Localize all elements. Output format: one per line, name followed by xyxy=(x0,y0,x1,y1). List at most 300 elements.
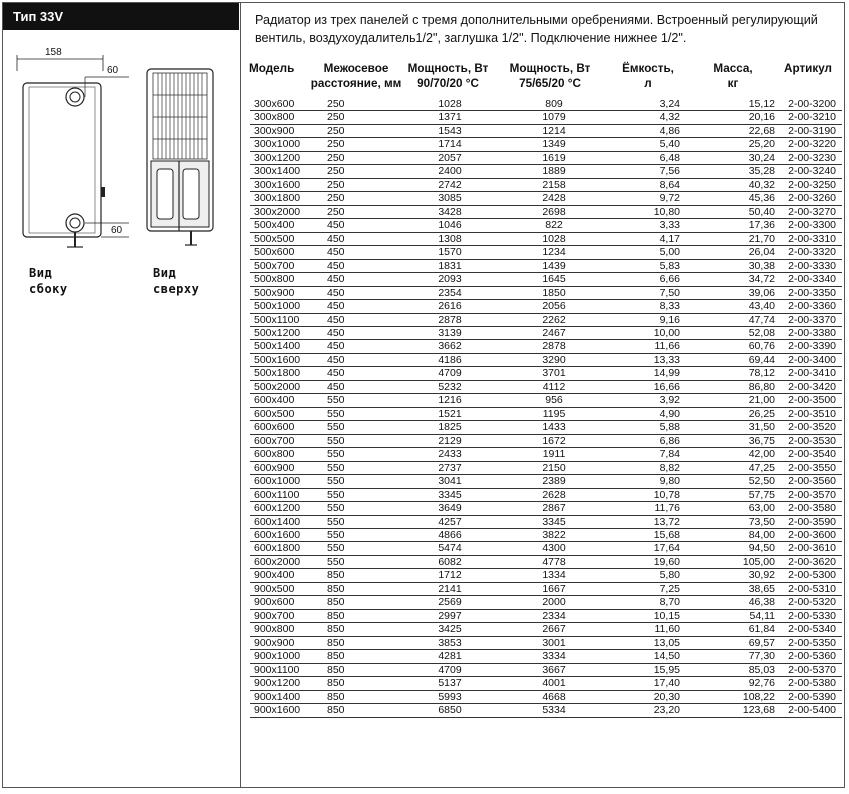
table-row xyxy=(250,421,842,434)
cell-spacing: 550 xyxy=(327,555,345,568)
cell-power-90: 4186 xyxy=(438,353,462,366)
cell-spacing: 850 xyxy=(327,596,345,609)
cell-model: 600x1200 xyxy=(254,502,301,515)
cell-power-75: 2628 xyxy=(542,488,566,501)
cell-power-75: 3345 xyxy=(542,515,566,528)
cell-spacing: 850 xyxy=(327,663,345,676)
dim-158: 158 xyxy=(45,47,62,58)
cell-mass: 26,04 xyxy=(748,246,775,259)
cell-model: 300x1000 xyxy=(254,138,301,151)
cell-power-90: 4257 xyxy=(438,515,462,528)
cell-power-75: 4300 xyxy=(542,542,566,555)
header-mass xyxy=(693,61,773,91)
cell-volume: 17,64 xyxy=(653,542,680,555)
cell-model: 600x500 xyxy=(254,407,295,420)
cell-mass: 31,50 xyxy=(748,421,775,434)
table-row xyxy=(250,111,842,124)
cell-volume: 11,76 xyxy=(654,502,680,515)
cell-mass: 57,75 xyxy=(748,488,775,501)
cell-article: 2-00-3210 xyxy=(788,111,836,124)
cell-power-90: 1714 xyxy=(438,138,462,151)
table-row xyxy=(250,314,842,327)
cell-volume: 9,16 xyxy=(659,313,680,326)
cell-volume: 17,40 xyxy=(653,677,680,690)
cell-mass: 61,84 xyxy=(748,623,775,636)
cell-power-75: 3701 xyxy=(542,367,566,380)
cell-mass: 22,68 xyxy=(748,124,775,137)
table-row xyxy=(250,637,842,650)
cell-article: 2-00-3550 xyxy=(788,461,836,474)
table-row xyxy=(250,273,842,286)
cell-mass: 42,00 xyxy=(748,448,775,461)
cell-spacing: 550 xyxy=(327,434,345,447)
cell-spacing: 450 xyxy=(327,326,345,339)
cell-power-75: 1850 xyxy=(542,286,566,299)
cell-power-90: 2616 xyxy=(438,300,462,313)
cell-volume: 10,00 xyxy=(653,326,680,339)
table-row xyxy=(250,152,842,165)
cell-volume: 14,50 xyxy=(653,650,680,663)
cell-model: 500x800 xyxy=(254,273,295,286)
table-row xyxy=(250,516,842,529)
cell-power-75: 1079 xyxy=(542,111,566,124)
cell-spacing: 550 xyxy=(327,515,345,528)
drawings-panel xyxy=(3,3,241,787)
cell-model: 500x1200 xyxy=(254,326,301,339)
cell-mass: 17,36 xyxy=(748,219,775,232)
cell-volume: 6,66 xyxy=(659,273,680,286)
cell-power-75: 822 xyxy=(545,219,563,232)
cell-power-90: 2997 xyxy=(438,609,462,622)
cell-volume: 7,84 xyxy=(659,448,680,461)
cell-power-90: 4281 xyxy=(438,650,462,663)
cell-mass: 52,50 xyxy=(748,475,775,488)
cell-article: 2-00-3350 xyxy=(788,286,836,299)
header-model-text: Модель xyxy=(249,62,295,75)
table-row xyxy=(250,475,842,488)
cell-spacing: 450 xyxy=(327,340,345,353)
cell-power-90: 3139 xyxy=(438,326,462,339)
cell-mass: 73,50 xyxy=(748,515,775,528)
cell-model: 500x700 xyxy=(254,259,295,272)
cell-power-90: 1521 xyxy=(438,407,462,420)
table-row xyxy=(250,596,842,609)
cell-mass: 20,16 xyxy=(748,111,775,124)
cell-spacing: 550 xyxy=(327,475,345,488)
cell-model: 500x400 xyxy=(254,219,295,232)
cell-model: 500x1000 xyxy=(254,300,301,313)
cell-volume: 4,17 xyxy=(659,232,680,245)
cell-spacing: 850 xyxy=(327,582,345,595)
cell-power-75: 1214 xyxy=(542,124,566,137)
cell-mass: 21,00 xyxy=(748,394,775,407)
cell-spacing: 250 xyxy=(327,111,345,124)
cell-power-90: 2737 xyxy=(438,461,462,474)
cell-power-75: 1234 xyxy=(542,246,566,259)
cell-volume: 4,90 xyxy=(659,407,680,420)
header-spacing-1: Межосевое xyxy=(323,62,389,75)
cell-model: 300x1600 xyxy=(254,178,301,191)
cell-volume: 8,64 xyxy=(659,178,680,191)
table-row xyxy=(250,677,842,690)
cell-volume: 8,82 xyxy=(659,461,680,474)
cell-spacing: 250 xyxy=(327,138,345,151)
product-description: Радиатор из трех панелей с тремя дополнительными оребрениями. Встроенный регулирующий вентиль, воздухоудалитель1/2", заглушка 1/2". Подключение нижнее 1/2". xyxy=(255,13,818,45)
table-row xyxy=(250,435,842,448)
spec-table-body xyxy=(250,98,842,718)
table-row xyxy=(250,489,842,502)
cell-volume: 16,66 xyxy=(653,380,680,393)
cell-volume: 5,88 xyxy=(659,421,680,434)
cell-mass: 86,80 xyxy=(748,380,775,393)
cell-model: 600x700 xyxy=(254,434,295,447)
spec-sheet xyxy=(2,2,845,788)
table-row xyxy=(250,664,842,677)
cell-power-75: 4001 xyxy=(542,677,566,690)
cell-power-90: 1543 xyxy=(438,124,462,137)
cell-power-75: 2428 xyxy=(542,192,566,205)
cell-mass: 123,68 xyxy=(742,704,775,717)
cell-model: 500x900 xyxy=(254,286,295,299)
cell-volume: 14,99 xyxy=(653,367,680,380)
cell-power-75: 956 xyxy=(545,394,563,407)
table-row xyxy=(250,98,842,111)
cell-mass: 52,08 xyxy=(748,326,775,339)
cell-power-75: 809 xyxy=(545,98,563,110)
cell-mass: 69,44 xyxy=(748,353,775,366)
cell-volume: 5,40 xyxy=(659,138,680,151)
cell-volume: 7,56 xyxy=(659,165,680,178)
cell-power-90: 2742 xyxy=(438,178,462,191)
cell-volume: 7,25 xyxy=(659,582,680,595)
cell-power-90: 1216 xyxy=(438,394,462,407)
cell-spacing: 450 xyxy=(327,273,345,286)
cell-volume: 10,15 xyxy=(653,609,680,622)
cell-article: 2-00-3230 xyxy=(788,151,836,164)
cell-spacing: 450 xyxy=(327,219,345,232)
cell-volume: 20,30 xyxy=(653,690,680,703)
cell-spacing: 250 xyxy=(327,124,345,137)
cell-article: 2-00-5310 xyxy=(788,582,836,595)
cell-mass: 46,38 xyxy=(748,596,775,609)
cell-article: 2-00-3390 xyxy=(788,340,836,353)
table-row xyxy=(250,340,842,353)
cell-article: 2-00-3220 xyxy=(788,138,836,151)
cell-model: 600x1600 xyxy=(254,529,301,541)
table-row xyxy=(250,556,842,569)
cell-power-75: 1195 xyxy=(542,407,566,420)
table-row xyxy=(250,502,842,515)
side-view-label xyxy=(29,265,68,297)
cell-mass: 85,03 xyxy=(748,663,775,676)
cell-power-90: 3649 xyxy=(438,502,462,515)
cell-power-90: 5993 xyxy=(438,690,462,703)
cell-mass: 63,00 xyxy=(748,502,775,515)
cell-power-75: 1911 xyxy=(542,448,566,461)
cell-power-90: 4709 xyxy=(438,367,462,380)
cell-volume: 11,60 xyxy=(654,623,680,636)
cell-mass: 84,00 xyxy=(748,529,775,541)
cell-spacing: 850 xyxy=(327,623,345,636)
cell-spacing: 250 xyxy=(327,151,345,164)
cell-spacing: 850 xyxy=(327,690,345,703)
cell-mass: 26,25 xyxy=(748,407,775,420)
cell-volume: 6,86 xyxy=(659,434,680,447)
header-spacing-2: расстояние, мм xyxy=(310,77,402,90)
cell-power-75: 3001 xyxy=(542,636,566,649)
table-row xyxy=(250,569,842,582)
cell-model: 900x500 xyxy=(254,582,295,595)
cell-power-90: 4866 xyxy=(438,529,462,541)
cell-article: 2-00-5380 xyxy=(788,677,836,690)
cell-spacing: 550 xyxy=(327,488,345,501)
side-view-label-1: Вид xyxy=(29,266,53,280)
header-power2-2: 75/65/20 °C xyxy=(519,77,581,90)
cell-spacing: 850 xyxy=(327,636,345,649)
side-view-label-2: сбоку xyxy=(29,282,68,296)
cell-mass: 40,32 xyxy=(748,178,775,191)
cell-mass: 30,92 xyxy=(748,569,775,582)
cell-model: 900x1100 xyxy=(254,663,300,676)
cell-power-90: 2354 xyxy=(438,286,462,299)
cell-model: 300x1400 xyxy=(254,165,301,178)
cell-spacing: 250 xyxy=(327,165,345,178)
cell-model: 600x2000 xyxy=(254,555,301,568)
cell-model: 300x900 xyxy=(254,124,295,137)
cell-model: 500x600 xyxy=(254,246,295,259)
cell-power-75: 2056 xyxy=(542,300,566,313)
cell-volume: 15,68 xyxy=(653,529,680,541)
cell-mass: 39,06 xyxy=(748,286,775,299)
top-view-label-2: сверху xyxy=(153,282,200,296)
cell-model: 500x1100 xyxy=(254,313,300,326)
header-power1-1: Мощность, Вт xyxy=(407,62,489,75)
cell-article: 2-00-3420 xyxy=(788,380,836,393)
cell-article: 2-00-3360 xyxy=(788,300,836,313)
cell-power-90: 1046 xyxy=(438,219,462,232)
cell-volume: 8,33 xyxy=(659,300,680,313)
header-mass-1: Масса, xyxy=(713,62,753,75)
cell-article: 2-00-5300 xyxy=(788,569,836,582)
cell-power-75: 2150 xyxy=(542,461,566,474)
cell-power-90: 2141 xyxy=(438,582,462,595)
cell-power-75: 2334 xyxy=(542,609,566,622)
cell-volume: 4,32 xyxy=(659,111,680,124)
cell-mass: 25,20 xyxy=(748,138,775,151)
cell-volume: 3,24 xyxy=(659,98,680,110)
cell-model: 600x1100 xyxy=(254,488,300,501)
cell-power-90: 6850 xyxy=(438,704,462,717)
cell-model: 500x500 xyxy=(254,232,295,245)
cell-power-90: 3425 xyxy=(438,623,462,636)
cell-mass: 43,40 xyxy=(748,300,775,313)
cell-mass: 69,57 xyxy=(748,636,775,649)
header-volume xyxy=(603,61,693,91)
cell-spacing: 850 xyxy=(327,650,345,663)
cell-power-75: 1028 xyxy=(542,232,566,245)
cell-power-90: 3041 xyxy=(438,475,462,488)
cell-spacing: 250 xyxy=(327,178,345,191)
cell-article: 2-00-5370 xyxy=(788,663,836,676)
table-row xyxy=(250,529,842,542)
cell-model: 300x2000 xyxy=(254,205,301,218)
cell-mass: 94,50 xyxy=(748,542,775,555)
cell-mass: 92,76 xyxy=(748,677,775,690)
cell-article: 2-00-3600 xyxy=(788,529,836,541)
table-row xyxy=(250,165,842,178)
cell-article: 2-00-3500 xyxy=(788,394,836,407)
cell-mass: 21,70 xyxy=(748,232,775,245)
cell-mass: 36,75 xyxy=(748,434,775,447)
cell-article: 2-00-3400 xyxy=(788,353,836,366)
cell-power-75: 3290 xyxy=(542,353,566,366)
cell-mass: 15,12 xyxy=(748,98,775,110)
cell-article: 2-00-3620 xyxy=(788,555,836,568)
cell-model: 300x1800 xyxy=(254,192,301,205)
top-view-label-1: Вид xyxy=(153,266,177,280)
cell-volume: 9,80 xyxy=(659,475,680,488)
cell-power-90: 2093 xyxy=(438,273,462,286)
cell-power-90: 5474 xyxy=(438,542,462,555)
cell-article: 2-00-3320 xyxy=(788,246,836,259)
cell-spacing: 450 xyxy=(327,300,345,313)
cell-power-90: 3428 xyxy=(438,205,462,218)
table-row xyxy=(250,704,842,717)
cell-spacing: 550 xyxy=(327,421,345,434)
cell-spacing: 250 xyxy=(327,192,345,205)
cell-power-75: 5334 xyxy=(542,704,566,717)
cell-article: 2-00-3560 xyxy=(788,475,836,488)
header-model xyxy=(249,61,309,76)
cell-model: 900x600 xyxy=(254,596,295,609)
cell-mass: 47,74 xyxy=(748,313,775,326)
cell-power-75: 1667 xyxy=(542,582,566,595)
cell-spacing: 550 xyxy=(327,461,345,474)
cell-power-90: 1028 xyxy=(438,98,462,110)
cell-power-75: 2262 xyxy=(542,313,566,326)
header-spacing xyxy=(301,61,411,91)
cell-power-90: 1712 xyxy=(438,569,462,582)
cell-model: 900x1400 xyxy=(254,690,301,703)
cell-article: 2-00-5400 xyxy=(788,704,836,717)
cell-spacing: 450 xyxy=(327,353,345,366)
cell-power-75: 1672 xyxy=(542,434,566,447)
cell-article: 2-00-3270 xyxy=(788,205,836,218)
cell-power-75: 2389 xyxy=(542,475,566,488)
cell-article: 2-00-3330 xyxy=(788,259,836,272)
cell-model: 500x1600 xyxy=(254,353,301,366)
table-row xyxy=(250,381,842,394)
cell-model: 300x1200 xyxy=(254,151,301,164)
cell-power-90: 1825 xyxy=(438,421,462,434)
cell-model: 500x1800 xyxy=(254,367,301,380)
cell-article: 2-00-3190 xyxy=(788,124,836,137)
cell-spacing: 550 xyxy=(327,407,345,420)
table-row xyxy=(250,287,842,300)
cell-power-75: 1439 xyxy=(542,259,566,272)
table-row xyxy=(250,394,842,407)
cell-volume: 13,33 xyxy=(653,353,680,366)
cell-model: 500x2000 xyxy=(254,380,301,393)
cell-article: 2-00-3570 xyxy=(788,488,836,501)
table-row xyxy=(250,462,842,475)
dim-60-bottom: 60 xyxy=(111,225,123,236)
table-row xyxy=(250,650,842,663)
cell-volume: 13,72 xyxy=(653,515,680,528)
cell-model: 600x1400 xyxy=(254,515,301,528)
cell-spacing: 450 xyxy=(327,313,345,326)
table-row xyxy=(250,408,842,421)
cell-spacing: 250 xyxy=(327,98,345,110)
cell-article: 2-00-5320 xyxy=(788,596,836,609)
cell-power-75: 1433 xyxy=(542,421,566,434)
cell-volume: 8,70 xyxy=(659,596,680,609)
cell-power-75: 2467 xyxy=(542,326,566,339)
cell-article: 2-00-5360 xyxy=(788,650,836,663)
cell-article: 2-00-3540 xyxy=(788,448,836,461)
table-row xyxy=(250,354,842,367)
cell-mass: 47,25 xyxy=(748,461,775,474)
cell-volume: 10,80 xyxy=(653,205,680,218)
header-mass-2: кг xyxy=(727,77,739,90)
cell-mass: 50,40 xyxy=(748,205,775,218)
cell-power-90: 2569 xyxy=(438,596,462,609)
cell-spacing: 450 xyxy=(327,286,345,299)
header-article xyxy=(773,61,843,76)
cell-power-75: 2867 xyxy=(542,502,566,515)
cell-mass: 60,76 xyxy=(748,340,775,353)
cell-model: 600x1800 xyxy=(254,542,301,555)
cell-volume: 3,33 xyxy=(659,219,680,232)
cell-volume: 4,86 xyxy=(659,124,680,137)
cell-model: 900x900 xyxy=(254,636,295,649)
cell-spacing: 450 xyxy=(327,259,345,272)
cell-mass: 78,12 xyxy=(748,367,775,380)
dim-60-top: 60 xyxy=(107,65,119,76)
cell-power-75: 1334 xyxy=(542,569,566,582)
cell-spacing: 850 xyxy=(327,609,345,622)
cell-article: 2-00-3410 xyxy=(788,367,836,380)
cell-power-90: 5137 xyxy=(438,677,462,690)
cell-article: 2-00-3340 xyxy=(788,273,836,286)
cell-model: 500x1400 xyxy=(254,340,301,353)
cell-article: 2-00-5330 xyxy=(788,609,836,622)
cell-article: 2-00-3250 xyxy=(788,178,836,191)
cell-power-90: 3345 xyxy=(438,488,462,501)
cell-power-75: 1349 xyxy=(542,138,566,151)
cell-power-90: 6082 xyxy=(438,555,462,568)
cell-spacing: 550 xyxy=(327,502,345,515)
header-volume-1: Ёмкость, xyxy=(622,62,674,75)
table-row xyxy=(250,623,842,636)
cell-volume: 13,05 xyxy=(653,636,680,649)
table-row xyxy=(250,610,842,623)
cell-article: 2-00-3200 xyxy=(788,98,836,110)
table-row xyxy=(250,206,842,219)
cell-spacing: 550 xyxy=(327,448,345,461)
cell-power-90: 2878 xyxy=(438,313,462,326)
table-header xyxy=(243,59,846,97)
cell-article: 2-00-3590 xyxy=(788,515,836,528)
cell-model: 300x600 xyxy=(254,98,295,110)
cell-power-90: 1570 xyxy=(438,246,462,259)
cell-article: 2-00-3610 xyxy=(788,542,836,555)
top-view-label xyxy=(153,265,199,297)
table-row xyxy=(250,300,842,313)
cell-volume: 10,78 xyxy=(653,488,680,501)
cell-mass: 77,30 xyxy=(748,650,775,663)
cell-volume: 19,60 xyxy=(653,555,680,568)
